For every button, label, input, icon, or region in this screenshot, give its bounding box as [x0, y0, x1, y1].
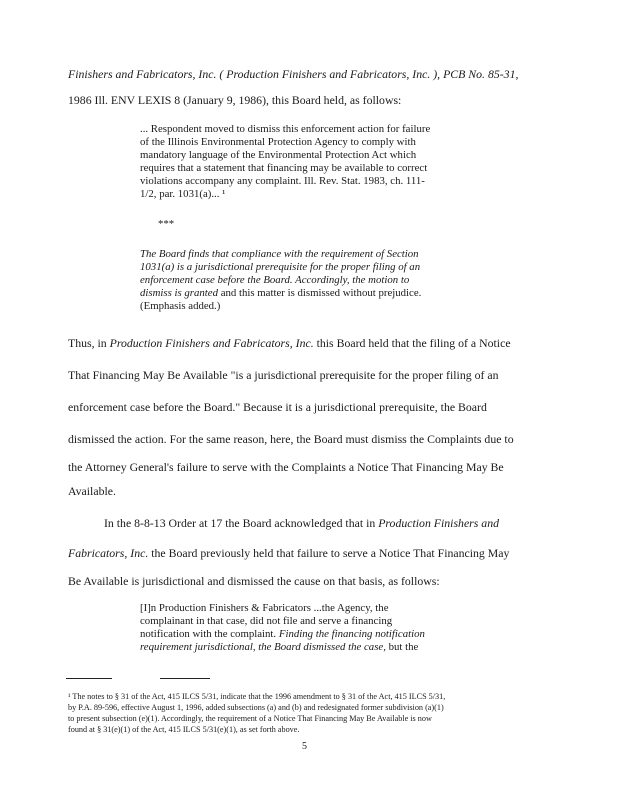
quote1-line-1: ... Respondent moved to dismiss this enforcement action for failure: [140, 123, 431, 135]
quote2-l4-b: but the: [385, 641, 419, 653]
quote2-l4-it: requirement jurisdictional, the Board dismissed the case,: [140, 641, 386, 653]
para3-l2-case: Fabricators, Inc.: [68, 546, 149, 560]
quote1-italic-2: 1031(a) is a jurisdictional prerequisite for the proper filing of an: [140, 261, 421, 273]
quote1-line-6: 1/2, par. 1031(a)... ¹: [140, 188, 226, 200]
para3-l1-a: In the 8-8-13 Order at 17 the Board acknowledged that in: [104, 516, 379, 530]
quote1-line-4: requires that a statement that financing may be available to correct: [140, 162, 428, 174]
para3-l2-b: the Board previously held that failure to serve a Notice That Financing May: [148, 546, 510, 560]
para3-line-1: [104, 516, 499, 530]
quote1-line-5: violations accompany any complaint. Ill. Rev. Stat. 1983, ch. 111-: [140, 175, 425, 187]
quote1-emphasis: (Emphasis added.): [140, 300, 221, 312]
footnote-line-1: ¹ The notes to § 31 of the Act, 415 ILCS 5/31, indicate that the 1996 amendment to § 31 of the Act, 415 ILCS 5/31,: [68, 692, 446, 701]
para2-l1-a: Thus, in: [68, 336, 110, 350]
footnote-rule-right: [160, 678, 210, 679]
quote1-mixed-rest: and this matter is dismissed without prejudice.: [218, 287, 422, 299]
page-number: 5: [302, 741, 307, 752]
quote1-mixed-line: [140, 287, 421, 300]
para2-line-4: dismissed the action. For the same reason, here, the Board must dismiss the Complaints due to: [68, 432, 514, 446]
body-line-2: 1986 Ill. ENV LEXIS 8 (January 9, 1986), this Board held, as follows:: [68, 93, 402, 107]
quote2-l3-it: Finding the financing notification: [278, 628, 425, 640]
para2-line-2: That Financing May Be Available "is a jurisdictional prerequisite for the proper filing of an: [68, 368, 499, 382]
footnote-rule-left: [66, 678, 112, 679]
quote1-italic-1: The Board finds that compliance with the requirement of Section: [140, 248, 419, 260]
quote1-line-2: of the Illinois Environmental Protection Agency to comply with: [140, 136, 416, 148]
footnote-line-2: by P.A. 89-596, effective August 1, 1996, added subsections (a) and (b) and redesignated former subdivision (a)(1): [68, 703, 444, 712]
para2-line-3: enforcement case before the Board." Because it is a jurisdictional prerequisite, the Board: [68, 400, 487, 414]
quote2-line-1: [I]n Production Finishers & Fabricators ...the Agency, the: [140, 602, 389, 614]
para2-l1-c: this Board held that the filing of a Notice: [313, 336, 511, 350]
para3-line-2: [68, 546, 509, 560]
para2-line-5: the Attorney General's failure to serve with the Complaints a Notice That Financing May Be: [68, 460, 504, 474]
footnote-line-3: to present subsection (e)(1). Accordingly, the requirement of a Notice That Financing May Be Available is now: [68, 714, 432, 723]
quote1-ellipsis: ***: [158, 218, 175, 230]
para3-line-3: Be Available is jurisdictional and dismissed the cause on that basis, as follows:: [68, 574, 440, 588]
quote2-l3-a: notification with the complaint.: [140, 628, 279, 640]
quote2-line-4: [140, 641, 418, 654]
quote2-line-3: [140, 628, 425, 641]
quote2-line-2: complainant in that case, did not file and serve a financing: [140, 615, 393, 627]
body-line-1: Finishers and Fabricators, Inc. ( Production Finishers and Fabricators, Inc. ), PCB No. 85-31,: [68, 67, 519, 81]
para2-line-6: Available.: [68, 484, 116, 498]
quote1-mixed-italic: dismiss is granted: [140, 287, 218, 299]
quote1-line-3: mandatory language of the Environmental Protection Act which: [140, 149, 417, 161]
quote1-italic-3: enforcement case before the Board. Accordingly, the motion to: [140, 274, 410, 286]
para2-line-1: [68, 336, 511, 350]
para2-l1-case: Production Finishers and Fabricators, Inc.: [109, 336, 314, 350]
footnote-line-4: found at § 31(e)(1) of the Act, 415 ILCS 5/31(e)(1), as set forth above.: [68, 725, 300, 734]
para3-l1-case: Production Finishers and: [378, 516, 500, 530]
